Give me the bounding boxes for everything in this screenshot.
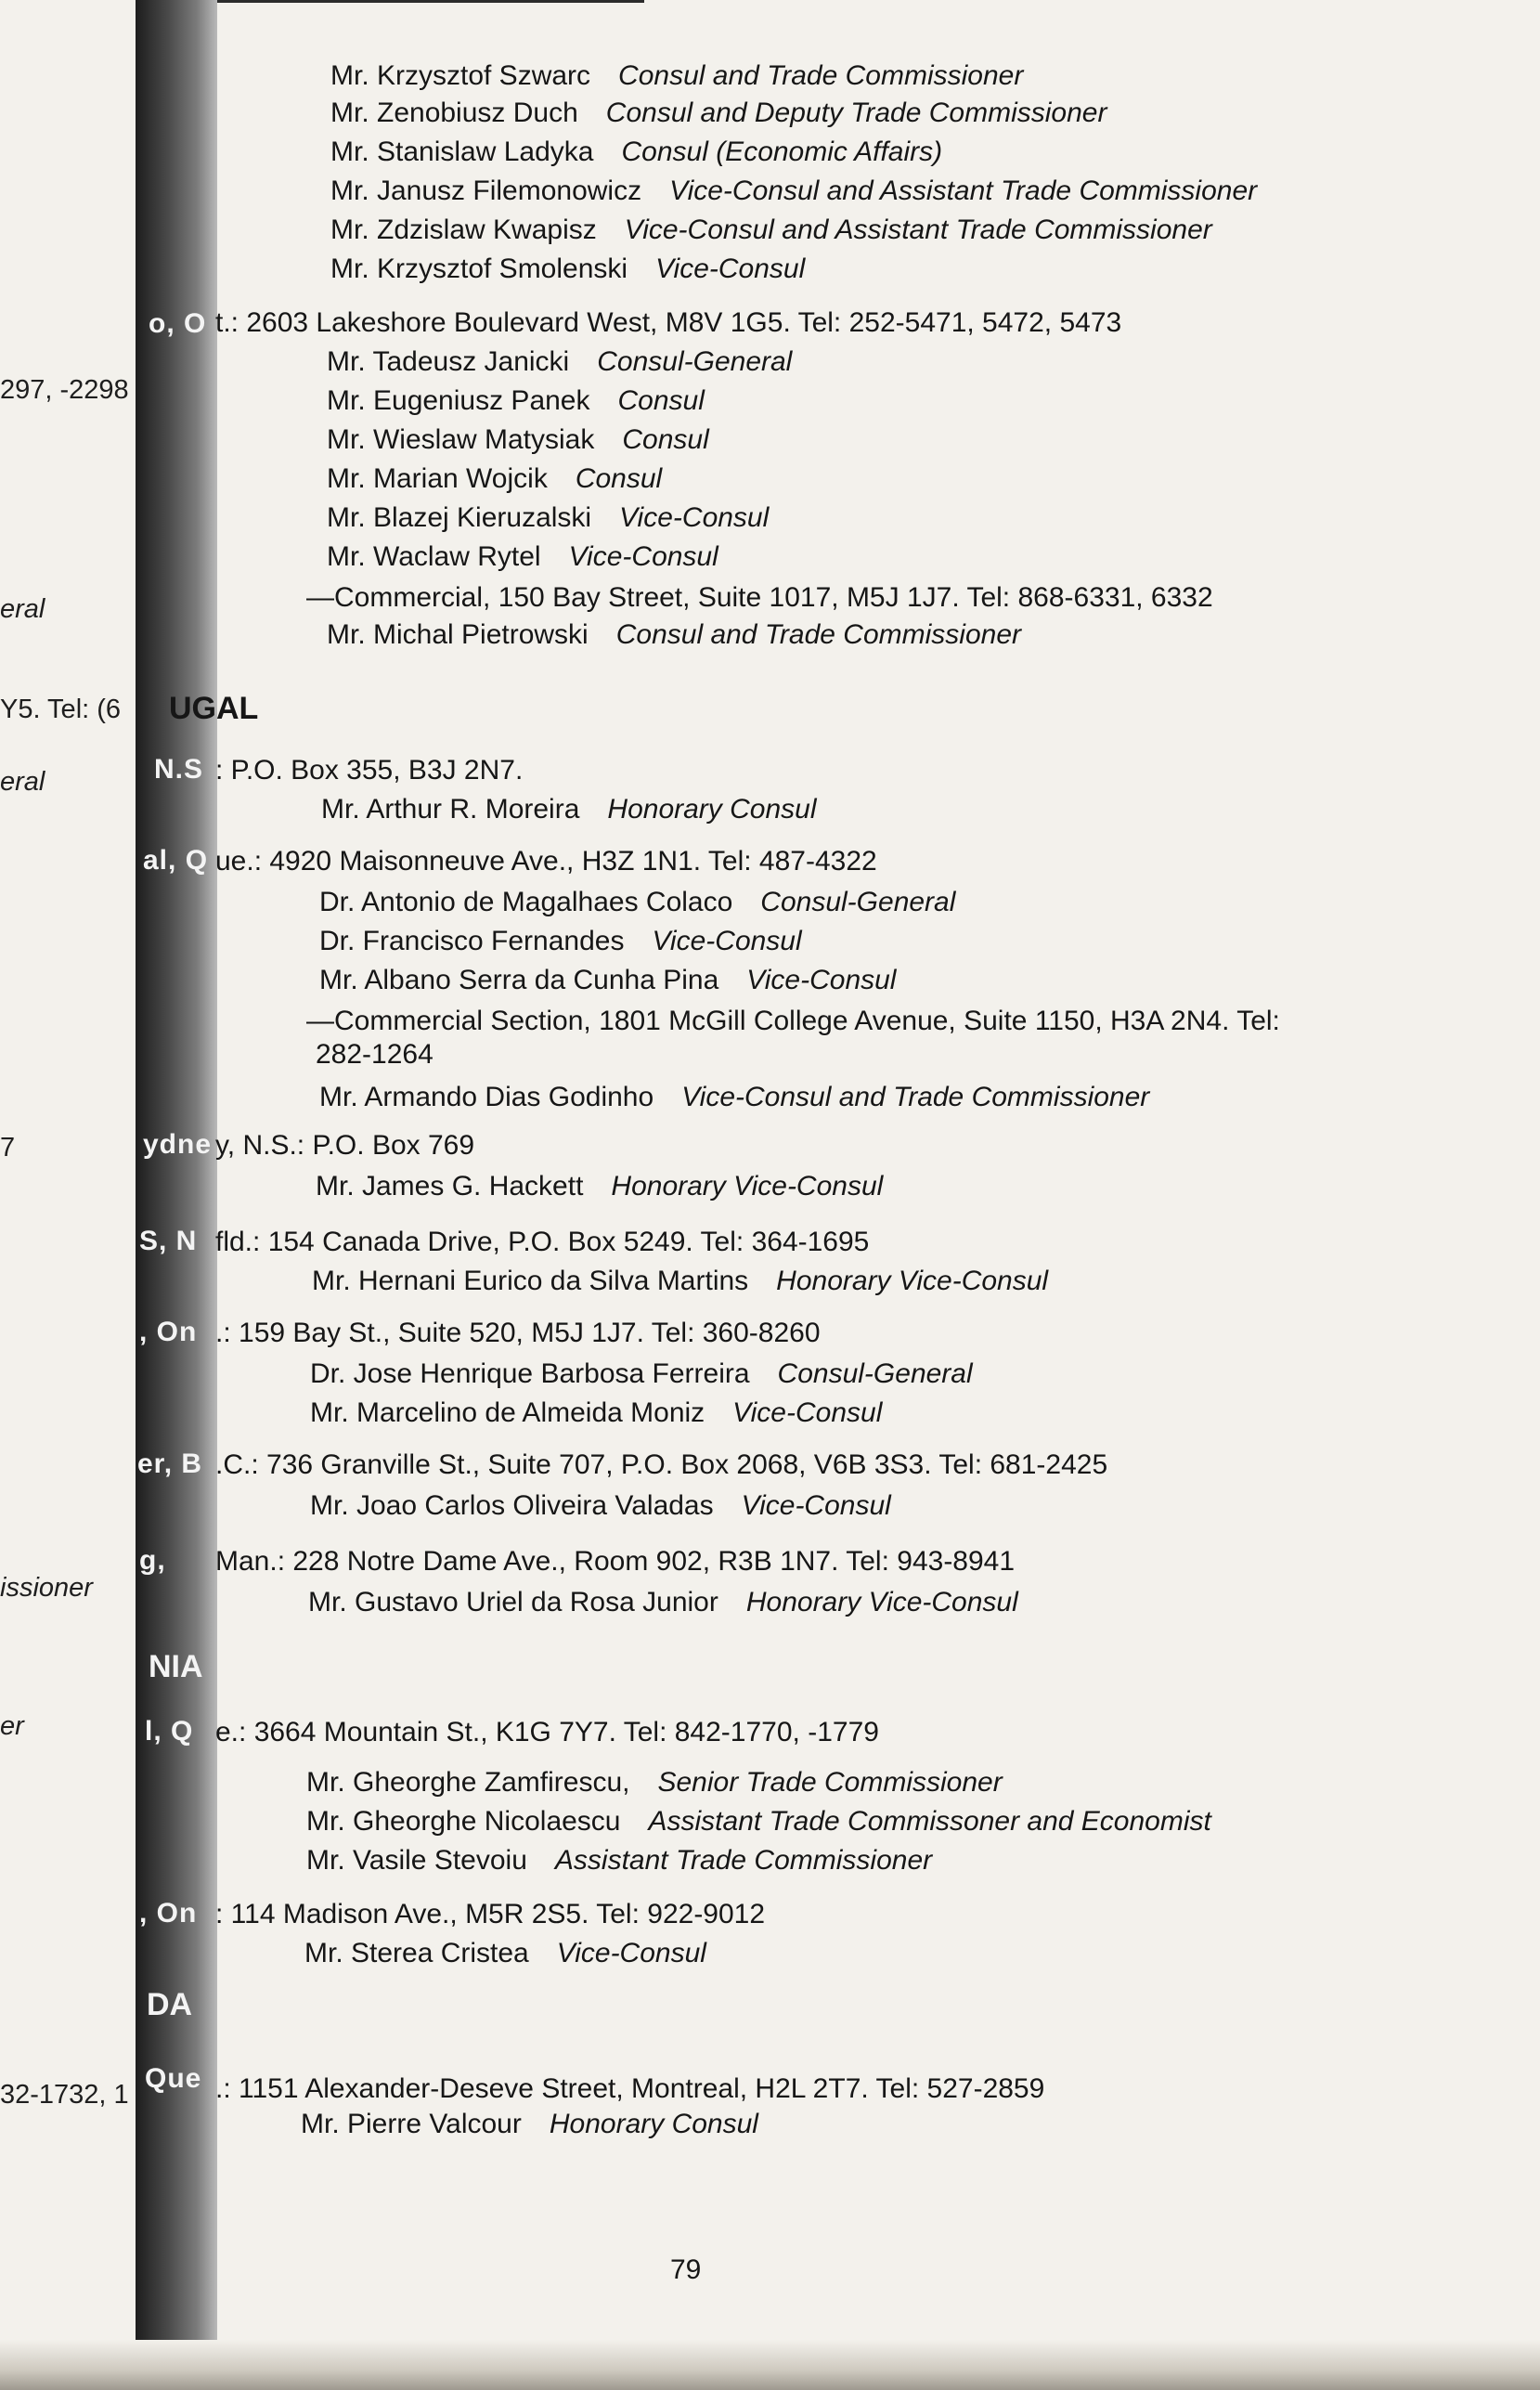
staff-entry: Mr. Joao Carlos Oliveira Valadas Vice-Consul [310,1490,891,1521]
page-number: 79 [670,2254,702,2285]
office-address: e.: 3664 Mountain St., K1G 7Y7. Tel: 842-1770, -1779 [215,1717,879,1747]
country-heading: DA [147,1987,193,2022]
bottom-edge-shadow [0,2340,1540,2390]
staff-entry: Mr. Eugeniusz Panek Consul [327,385,705,416]
staff-entry: Mr. Marian Wojcik Consul [327,463,663,494]
city-tab: al, Q [143,845,209,876]
office-address: : P.O. Box 355, B3J 2N7. [215,755,524,786]
country-heading: UGAL [169,691,259,726]
city-tab: l, Q [145,1716,194,1747]
left-fragment: 7 [0,1133,16,1163]
left-fragment: 297, -2298 [0,375,129,405]
staff-entry: Dr. Jose Henrique Barbosa Ferreira Consul-General [310,1358,973,1389]
office-address: y, N.S.: P.O. Box 769 [215,1130,475,1161]
commercial-address-cont: 282-1264 [316,1039,434,1070]
staff-entry: Mr. Tadeusz Janicki Consul-General [327,346,793,377]
staff-entry: Mr. Zenobiusz Duch Consul and Deputy Trade Commissioner [330,97,1107,128]
staff-entry: Mr. Albano Serra da Cunha Pina Vice-Consul [319,965,897,995]
staff-entry: Mr. Gheorghe Nicolaescu Assistant Trade Commissoner and Economist [306,1806,1211,1837]
country-heading: NIA [149,1649,203,1684]
left-fragment: eral [0,767,45,797]
commercial-address: —Commercial, 150 Bay Street, Suite 1017, M5J 1J7. Tel: 868-6331, 6332 [306,582,1213,613]
left-fragment: eral [0,594,45,624]
left-fragment: er [0,1711,24,1741]
staff-entry: Mr. Blazej Kieruzalski Vice-Consul [327,502,770,533]
top-rule [217,0,644,3]
city-tab: er, B [137,1448,203,1479]
city-tab: o, O [149,308,207,339]
city-tab: ydne [143,1129,213,1160]
office-address: t.: 2603 Lakeshore Boulevard West, M8V 1G5. Tel: 252-5471, 5472, 5473 [215,307,1122,338]
staff-entry: Dr. Francisco Fernandes Vice-Consul [319,926,802,956]
staff-entry: Mr. Sterea Cristea Vice-Consul [304,1938,706,1968]
left-fragment: issioner [0,1573,93,1603]
staff-entry: Mr. Michal Pietrowski Consul and Trade Commissioner [327,619,1022,650]
staff-entry: Dr. Antonio de Magalhaes Colaco Consul-General [319,887,956,917]
office-address: .C.: 736 Granville St., Suite 707, P.O. Box 2068, V6B 3S3. Tel: 681-2425 [215,1449,1108,1480]
staff-entry: Mr. Gustavo Uriel da Rosa Junior Honorary Vice-Consul [308,1587,1018,1617]
staff-entry: Mr. Zdzislaw Kwapisz Vice-Consul and Assistant Trade Commissioner [330,214,1212,245]
staff-entry: Mr. Marcelino de Almeida Moniz Vice-Consul [310,1397,883,1428]
city-tab: , On [139,1317,198,1347]
staff-entry: Mr. James G. Hackett Honorary Vice-Consul [316,1171,884,1201]
staff-entry: Mr. Pierre Valcour Honorary Consul [301,2109,758,2139]
commercial-address: —Commercial Section, 1801 McGill College Avenue, Suite 1150, H3A 2N4. Tel: [306,1006,1280,1036]
binding-spine [136,0,217,2390]
city-tab: g, [139,1545,166,1576]
office-address: Man.: 228 Notre Dame Ave., Room 902, R3B 1N7. Tel: 943-8941 [215,1546,1016,1577]
city-tab: Que [145,2063,202,2094]
staff-entry: Mr. Stanislaw Ladyka Consul (Economic Affairs) [330,136,943,167]
city-tab: N.S [154,754,204,785]
left-fragment: 32-1732, 1 [0,2080,129,2110]
staff-entry: Mr. Wieslaw Matysiak Consul [327,424,709,455]
staff-entry: Mr. Krzysztof Szwarc Consul and Trade Commissioner [330,60,1024,91]
city-tab: S, N [139,1226,198,1256]
staff-entry: Mr. Janusz Filemonowicz Vice-Consul and Assistant Trade Commissioner [330,175,1258,206]
staff-entry: Mr. Armando Dias Godinho Vice-Consul and Trade Commissioner [319,1082,1150,1112]
staff-entry: Mr. Vasile Stevoiu Assistant Trade Commissioner [306,1845,933,1876]
office-address: .: 1151 Alexander-Deseve Street, Montreal, H2L 2T7. Tel: 527-2859 [215,2073,1045,2104]
office-address: .: 159 Bay St., Suite 520, M5J 1J7. Tel: 360-8260 [215,1318,821,1348]
staff-entry: Mr. Waclaw Rytel Vice-Consul [327,541,718,572]
staff-entry: Mr. Krzysztof Smolenski Vice-Consul [330,253,806,284]
staff-entry: Mr. Hernani Eurico da Silva Martins Honorary Vice-Consul [312,1266,1049,1296]
staff-entry: Mr. Arthur R. Moreira Honorary Consul [321,794,817,825]
staff-entry: Mr. Gheorghe Zamfirescu, Senior Trade Commissioner [306,1767,1003,1798]
city-tab: , On [139,1898,198,1929]
left-fragment: Y5. Tel: (6 [0,695,122,724]
office-address: : 114 Madison Ave., M5R 2S5. Tel: 922-9012 [215,1899,766,1929]
office-address: fld.: 154 Canada Drive, P.O. Box 5249. Tel: 364-1695 [215,1227,870,1257]
office-address: ue.: 4920 Maisonneuve Ave., H3Z 1N1. Tel: 487-4322 [215,846,877,877]
